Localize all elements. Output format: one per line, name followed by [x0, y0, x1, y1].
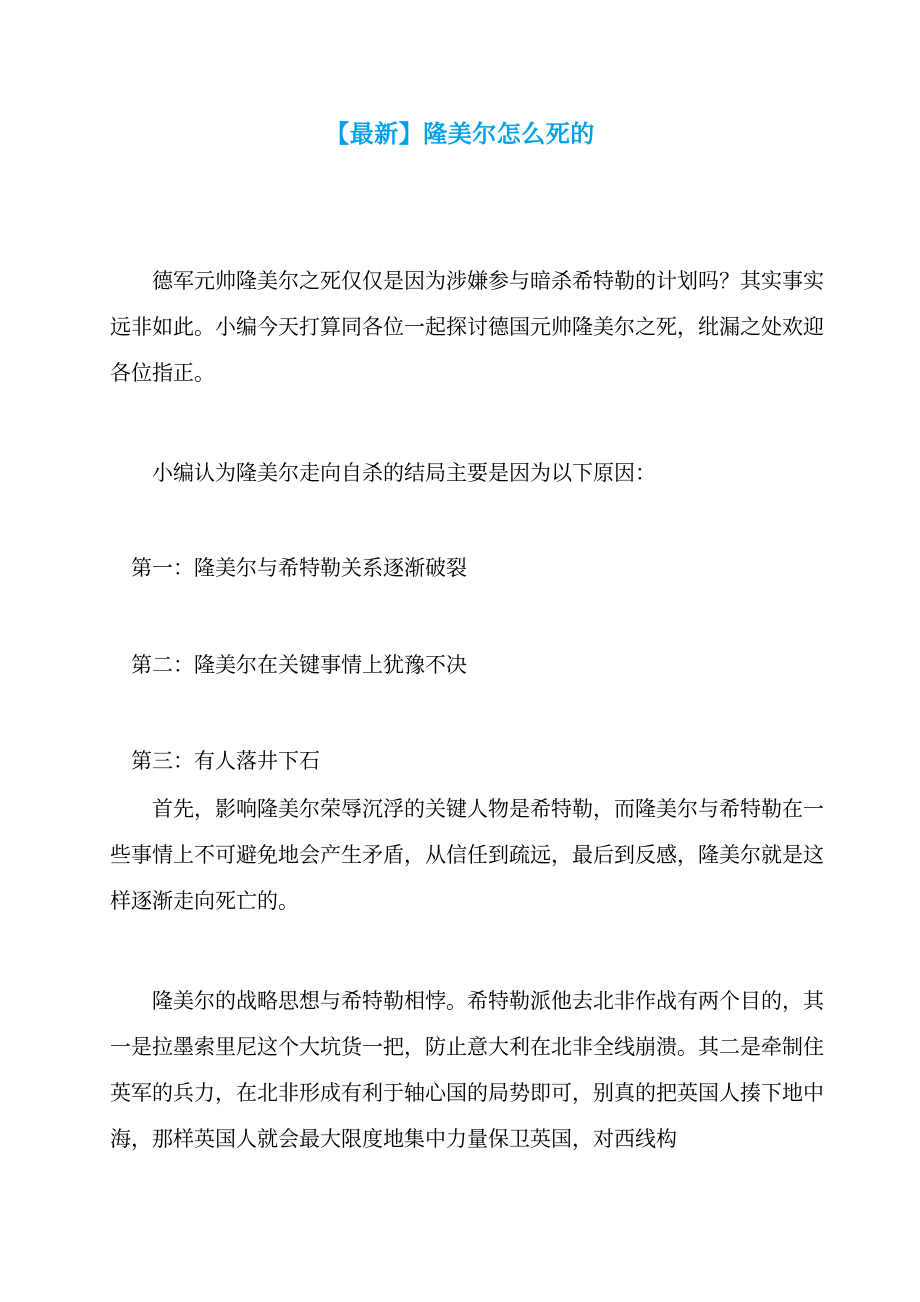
- reason-item: 第一：隆美尔与希特勒关系逐渐破裂: [131, 556, 467, 580]
- page-title: 【最新】隆美尔怎么死的: [325, 120, 595, 148]
- intro-paragraph: 德军元帅隆美尔之死仅仅是因为涉嫌参与暗杀希特勒的计划吗？其实事实远非如此。小编今天打算同各位一起探讨德国元帅隆美尔之死，纰漏之处欢迎各位指正。: [110, 269, 824, 385]
- first-paragraph: 首先，影响隆美尔荣辱沉浮的关键人物是希特勒，而隆美尔与希特勒在一些事情上不可避免地会产生矛盾，从信任到疏远，最后到反感，隆美尔就是这样逐渐走向死亡的。: [110, 797, 824, 913]
- reason-item: 第二：隆美尔在关键事情上犹豫不决: [131, 653, 467, 677]
- strategy-paragraph: 隆美尔的战略思想与希特勒相悖。希特勒派他去北非作战有两个目的，其一是拉墨索里尼这个大坑货一把，防止意大利在北非全线崩溃。其二是牵制住英军的兵力，在北非形成有利于轴心国的局势即可，别真的把英国人揍下地中海，那样英国人就会最大限度地集中力量保卫英国，对西线构: [110, 989, 824, 1151]
- reason-item: 第三：有人落井下石: [131, 749, 320, 773]
- lead-paragraph: 小编认为隆美尔走向自杀的结局主要是因为以下原因：: [152, 461, 656, 485]
